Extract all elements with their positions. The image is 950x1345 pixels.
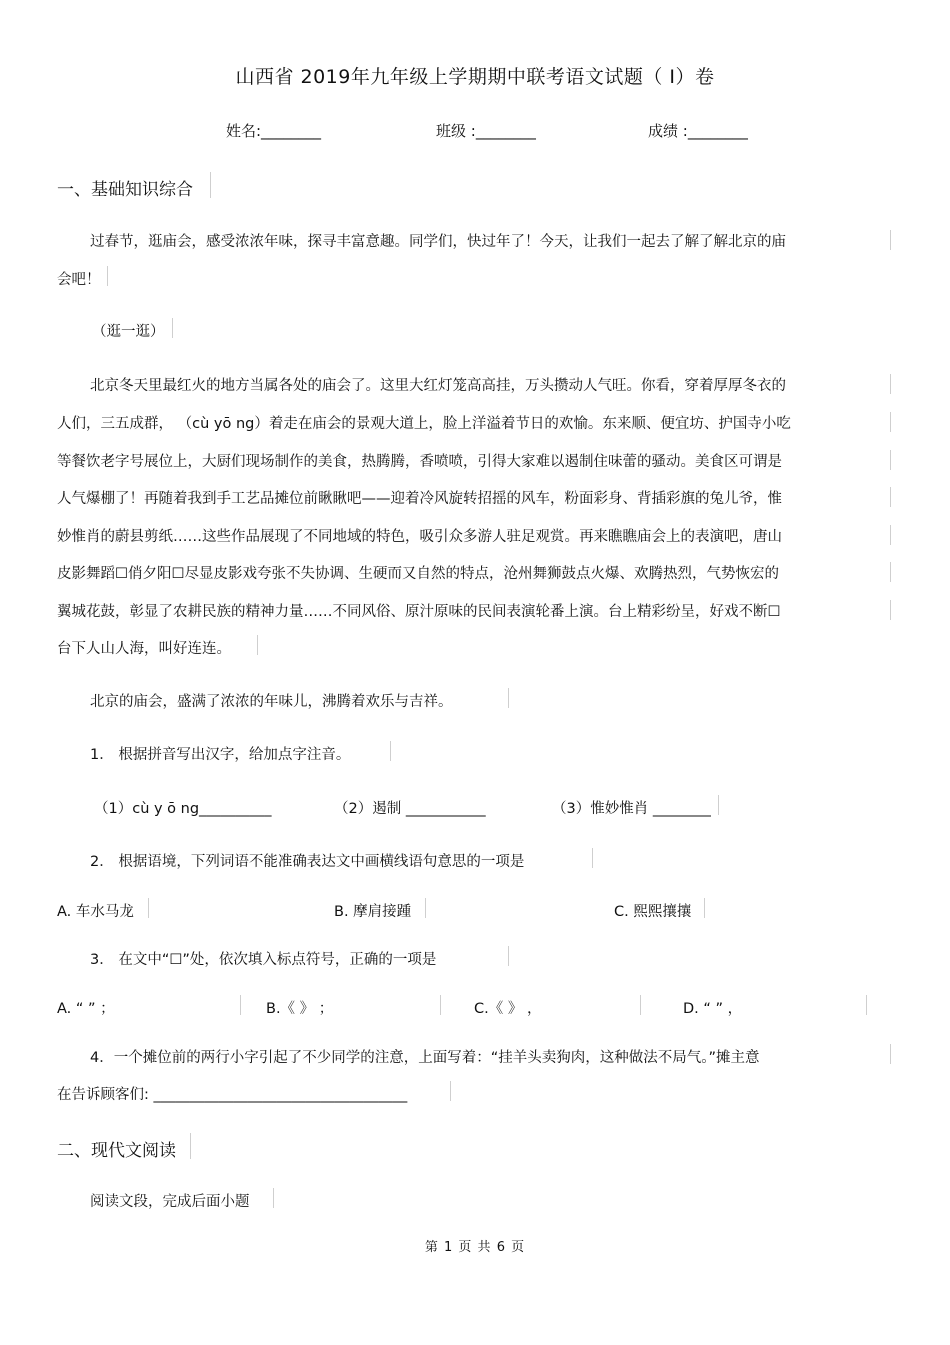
- divider: [172, 318, 173, 338]
- page-title: 山西省 2019年九年级上学期期中联考语文试题（ I）卷: [235, 66, 715, 88]
- divider: [640, 995, 641, 1015]
- divider: [890, 600, 891, 620]
- divider: [107, 266, 108, 286]
- divider: [508, 946, 509, 966]
- passage-line-6: 皮影舞蹈☐俏夕阳☐尽显皮影戏夸张不失协调、生硬而又自然的特点，沧州舞狮鼓点火爆、欢腾热烈，气势恢宏的: [57, 566, 779, 582]
- divider: [450, 1081, 451, 1101]
- passage-line-1: 北京冬天里最红火的地方当属各处的庙会了。这里大红灯笼高高挂，万头攒动人气旺。你看，穿着厚厚冬衣的: [90, 378, 786, 394]
- divider: [890, 412, 891, 432]
- divider: [390, 741, 391, 761]
- passage-line-3: 等餐饮老字号展位上，大厨们现场制作的美食，热腾腾，香喷喷，引得大家难以遏制住味蕾的骚动。美食区可谓是: [57, 454, 782, 470]
- divider: [890, 525, 891, 545]
- section-2-instruction: 阅读文段，完成后面小题: [90, 1194, 250, 1210]
- section-1-heading: 一、基础知识综合: [57, 180, 193, 200]
- question-3-option-a: A. “ ” ；: [57, 1001, 115, 1017]
- question-1-stem: 1． 根据拼音写出汉字，给加点字注音。: [90, 747, 351, 763]
- divider: [890, 374, 891, 394]
- page-footer: 第 1 页 共 6 页: [424, 1240, 526, 1255]
- question-2-stem: 2． 根据语境，下列词语不能准确表达文中画横线语句意思的一项是: [90, 854, 525, 870]
- divider: [273, 1188, 274, 1208]
- divider: [592, 848, 593, 868]
- divider: [508, 688, 509, 708]
- question-2-option-a: A. 车水马龙: [57, 904, 134, 920]
- question-1-part-1: （1）cù y ō ng__________: [94, 801, 272, 817]
- name-field: 姓名:________: [226, 122, 322, 140]
- divider: [718, 795, 719, 815]
- divider: [704, 898, 705, 918]
- divider: [240, 995, 241, 1015]
- divider: [190, 1133, 191, 1159]
- divider: [890, 562, 891, 582]
- class-field: 班级 :________: [436, 122, 536, 140]
- divider: [890, 1044, 891, 1064]
- divider: [257, 635, 258, 655]
- divider: [440, 995, 441, 1015]
- divider: [210, 172, 211, 198]
- question-3-option-c: C.《 》 ，: [474, 1001, 542, 1017]
- question-4-line-2: 在告诉顾客们: ___________________________________: [57, 1087, 408, 1103]
- score-field: 成绩 :________: [648, 122, 748, 140]
- question-1-part-3: （3）惟妙惟肖 ________: [552, 801, 711, 817]
- question-3-stem: 3． 在文中“☐”处，依次填入标点符号，正确的一项是: [90, 952, 437, 968]
- divider: [890, 230, 891, 250]
- section-2-heading: 二、现代文阅读: [57, 1141, 176, 1161]
- passage-line-2: 人们，三五成群， （cù yō ng）着走在庙会的景观大道上，脸上洋溢着节日的欢愉。东来顺、便宜坊、护国寺小吃: [57, 416, 791, 432]
- divider: [148, 898, 149, 918]
- divider: [890, 487, 891, 507]
- intro-line-2: 会吧！: [57, 272, 101, 288]
- divider: [425, 898, 426, 918]
- passage-closing: 北京的庙会，盛满了浓浓的年味儿，沸腾着欢乐与吉祥。: [90, 694, 453, 710]
- divider: [866, 995, 867, 1015]
- passage-line-7: 翼城花鼓，彰显了农耕民族的精神力量……不同风俗、原汁原味的民间表演轮番上演。台上精彩纷呈，好戏不断☐: [57, 604, 781, 620]
- passage-line-5: 妙惟肖的蔚县剪纸……这些作品展现了不同地域的特色，吸引众多游人驻足观赏。再来瞧瞧庙会上的表演吧，唐山: [57, 529, 782, 545]
- question-4-line-1: 4．一个摊位前的两行小字引起了不少同学的注意，上面写着：“挂羊头卖狗肉，这种做法不局气。”摊主意: [90, 1050, 760, 1066]
- question-3-option-b: B.《 》 ；: [266, 1001, 334, 1017]
- question-1-part-2: （2）遏制 ___________: [334, 801, 486, 817]
- question-2-option-c: C. 熙熙攘攘: [614, 904, 692, 920]
- intro-line-1: 过春节，逛庙会，感受浓浓年味，探寻丰富意趣。同学们，快过年了！今天，让我们一起去了解了解北京的庙: [90, 234, 786, 250]
- passage-line-4: 人气爆棚了！再随着我到手工艺品摊位前瞅瞅吧——迎着冷风旋转招摇的风车，粉面彩身、背插彩旗的兔儿爷，惟: [57, 491, 782, 507]
- question-3-option-d: D. “ ” ，: [683, 1001, 743, 1017]
- question-2-option-b: B. 摩肩接踵: [334, 904, 412, 920]
- sub-heading: （逛一逛）: [92, 324, 165, 340]
- divider: [890, 450, 891, 470]
- passage-line-8: 台下人山人海，叫好连连。: [57, 641, 231, 657]
